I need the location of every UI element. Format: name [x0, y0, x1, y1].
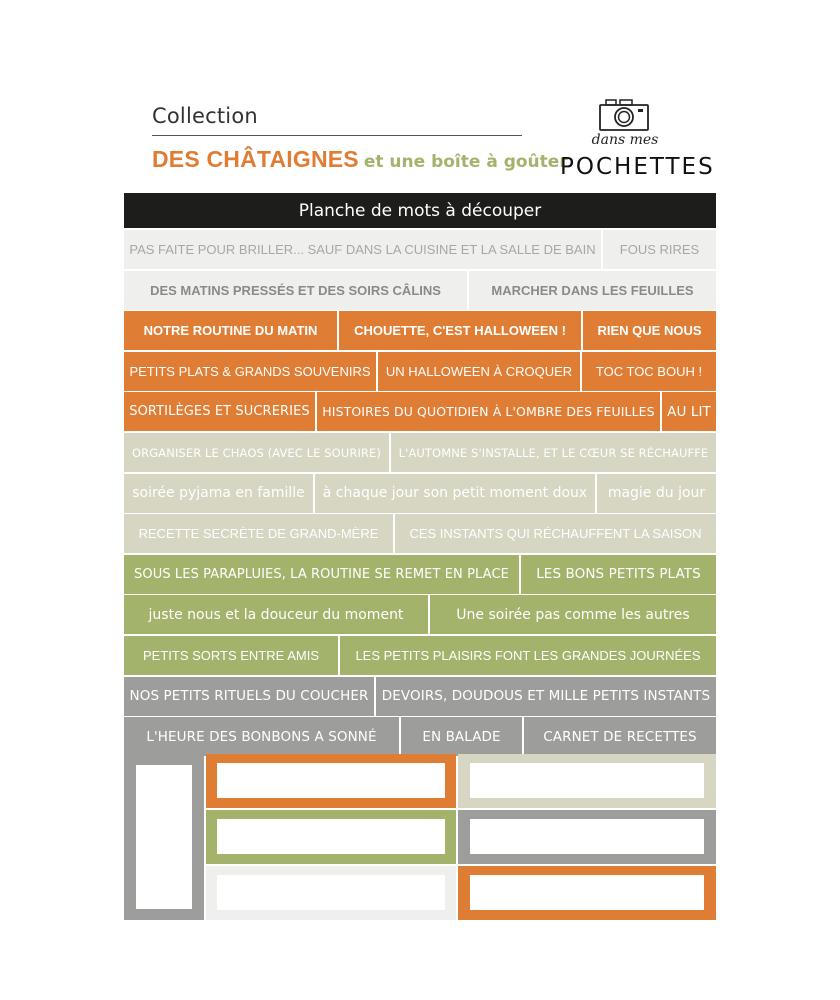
word-label[interactable]: [597, 474, 716, 513]
label-row: [124, 271, 716, 310]
word-label[interactable]: [395, 514, 716, 553]
blank-frame-orange-2[interactable]: [458, 866, 716, 920]
word-label-text: CES INSTANTS QUI RÉCHAUFFENT LA SAISON: [409, 526, 702, 542]
word-label[interactable]: [124, 392, 317, 431]
word-label-text: DES MATINS PRESSÉS ET DES SOIRS CÂLINS: [150, 282, 441, 298]
word-label[interactable]: [124, 474, 315, 513]
word-label-text: AU LIT: [667, 403, 711, 420]
word-label[interactable]: [524, 717, 716, 756]
label-row: [124, 514, 716, 553]
label-row: [124, 392, 716, 431]
word-label-text: juste nous et la douceur du moment: [148, 606, 404, 623]
word-label[interactable]: [603, 230, 716, 269]
subtitle-highlight: DES CHÂTAIGNES: [152, 146, 359, 172]
word-label-text: TOC TOC BOUH !: [595, 363, 703, 379]
word-label-text: Une soirée pas comme les autres: [456, 606, 690, 623]
word-label[interactable]: [521, 555, 716, 594]
header-collection: Collection: [152, 104, 258, 128]
word-label[interactable]: [124, 555, 521, 594]
word-label-text: NOTRE ROUTINE DU MATIN: [143, 323, 318, 339]
blank-frame-orange-1[interactable]: [206, 754, 456, 808]
header-subtitle: [152, 146, 568, 173]
label-row: [124, 474, 716, 513]
blank-label-grid: [124, 754, 716, 920]
blank-frame-gray[interactable]: [458, 810, 716, 864]
word-label-text: RECETTE SECRÈTE DE GRAND-MÈRE: [138, 526, 379, 542]
blank-frame-vertical[interactable]: [124, 754, 204, 920]
word-label-text: FOUS RIRES: [619, 242, 700, 257]
blank-frame-light[interactable]: [206, 866, 456, 920]
word-label-text: LES BONS PETITS PLATS: [536, 566, 701, 583]
sheet-banner: [124, 193, 716, 228]
word-label[interactable]: [469, 271, 716, 310]
word-label-text: UN HALLOWEEN À CROQUER: [385, 363, 573, 379]
word-label[interactable]: [339, 311, 583, 350]
word-label-text: L'HEURE DES BONBONS A SONNÉ: [146, 728, 377, 745]
camera-icon: [598, 98, 650, 132]
word-label[interactable]: [124, 636, 340, 675]
word-label[interactable]: [391, 433, 716, 472]
word-label-text: CARNET DE RECETTES: [543, 728, 697, 745]
word-label[interactable]: [315, 474, 597, 513]
word-label-text: NOS PETITS RITUELS DU COUCHER: [129, 688, 369, 705]
word-label-text: EN BALADE: [422, 728, 501, 745]
word-label[interactable]: [124, 271, 469, 310]
word-label-text: L'AUTOMNE S'INSTALLE, ET LE CŒUR SE RÉCHAUFFE: [398, 445, 709, 460]
word-label-text: RIEN QUE NOUS: [597, 323, 702, 339]
word-label[interactable]: [662, 392, 716, 431]
label-row: [124, 636, 716, 675]
word-label[interactable]: [378, 352, 582, 391]
word-label[interactable]: [376, 677, 716, 716]
label-row: [124, 433, 716, 472]
word-label[interactable]: [124, 311, 339, 350]
logo-wordmark: POCHETTES: [560, 154, 715, 180]
word-label-text: DEVOIRS, DOUDOUS ET MILLE PETITS INSTANTS: [381, 688, 711, 705]
sticker-sheet: [124, 193, 716, 920]
word-label-text: à chaque jour son petit moment doux: [322, 485, 588, 502]
label-row: [124, 311, 716, 350]
word-label[interactable]: [124, 677, 376, 716]
word-label[interactable]: [124, 717, 401, 756]
word-label[interactable]: [124, 514, 395, 553]
subtitle-rest: et une boîte à goûter: [363, 152, 568, 172]
word-label[interactable]: [124, 433, 391, 472]
blank-frame-green[interactable]: [206, 810, 456, 864]
header-rule: [152, 135, 522, 136]
word-label-text: SORTILÈGES ET SUCRERIES: [129, 404, 310, 420]
label-row: [124, 717, 716, 756]
label-row: [124, 555, 716, 594]
word-label[interactable]: [124, 595, 430, 634]
word-label[interactable]: [340, 636, 716, 675]
word-label[interactable]: [317, 392, 662, 431]
word-label-text: MARCHER DANS LES FEUILLES: [491, 282, 694, 298]
blank-frame-beige[interactable]: [458, 754, 716, 808]
brand-logo: [560, 98, 715, 188]
word-label[interactable]: [430, 595, 716, 634]
word-label-text: CHOUETTE, C'EST HALLOWEEN !: [354, 323, 566, 339]
label-row: [124, 352, 716, 391]
word-label-text: soirée pyjama en famille: [132, 485, 305, 502]
word-label-text: magie du jour: [607, 485, 706, 502]
word-label[interactable]: [401, 717, 524, 756]
word-label-text: HISTOIRES DU QUOTIDIEN À L'OMBRE DES FEUILLES: [322, 404, 655, 420]
word-label-text: PETITS SORTS ENTRE AMIS: [142, 648, 319, 663]
banner-title: Planche de mots à découper: [298, 200, 542, 221]
word-label-text: ORGANISER LE CHAOS (AVEC LE SOURIRE): [132, 445, 381, 460]
label-row: [124, 595, 716, 634]
word-label-text: SOUS LES PARAPLUIES, LA ROUTINE SE REMET EN PLACE: [134, 566, 509, 582]
word-label[interactable]: [124, 230, 603, 269]
word-label-text: PAS FAITE POUR BRILLER... SAUF DANS LA CUISINE ET LA SALLE DE BAIN: [129, 242, 596, 257]
label-row: [124, 677, 716, 716]
label-row: [124, 230, 716, 269]
word-label[interactable]: [582, 352, 716, 391]
word-label[interactable]: [583, 311, 716, 350]
word-label-text: PETITS PLATS & GRANDS SOUVENIRS: [129, 363, 371, 379]
logo-script-text: dans mes: [591, 132, 659, 148]
word-label-text: LES PETITS PLAISIRS FONT LES GRANDES JOURNÉES: [355, 648, 701, 663]
word-label[interactable]: [124, 352, 378, 391]
